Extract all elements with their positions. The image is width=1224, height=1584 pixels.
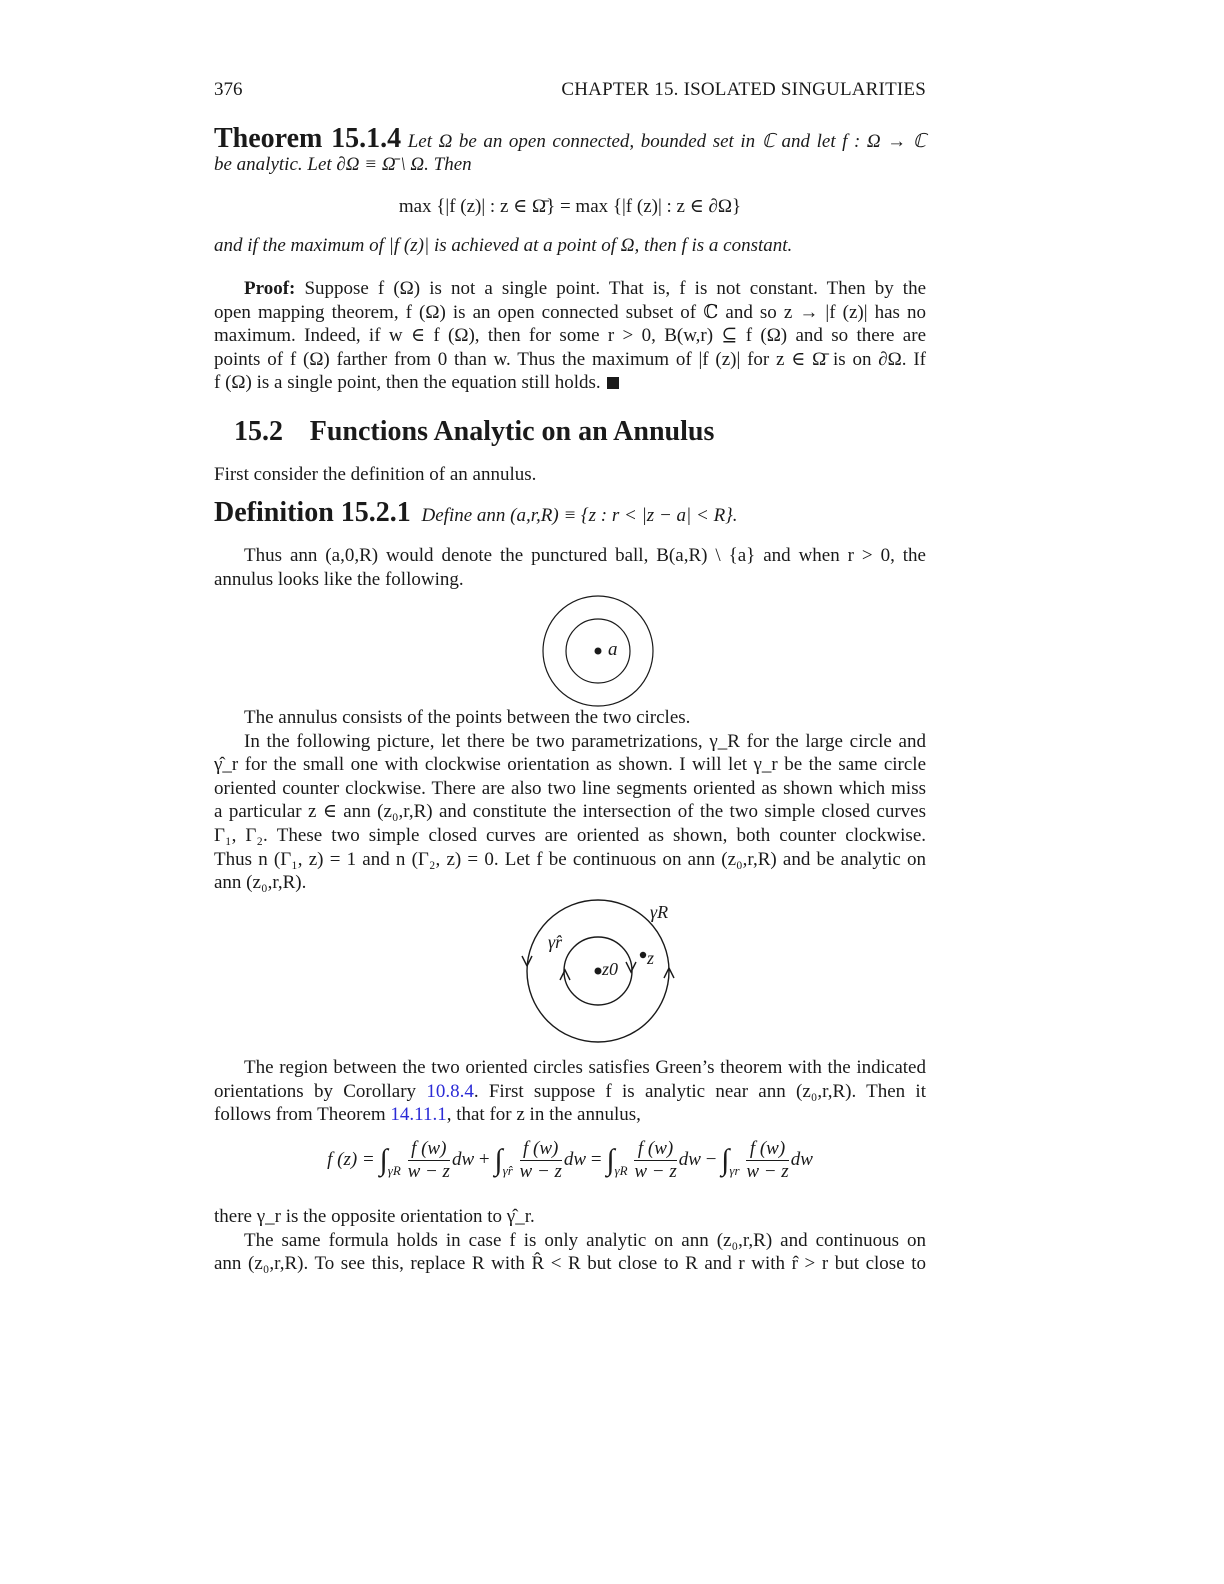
theorem-statement-line1: Let Ω be an open connected, bounded set in ℂ and let f : Ω → ℂ — [407, 131, 926, 152]
integral-sign-icon: ∫ — [606, 1143, 615, 1177]
proof-label: Proof: — [244, 278, 296, 299]
page-number: 376 — [214, 79, 243, 100]
para3-line2-a: orientations by Corollary — [214, 1080, 427, 1102]
integral-sign-icon: ∫ — [379, 1143, 388, 1177]
definition-block — [214, 498, 926, 531]
theorem-equation: max {|f (z)| : z ∈ Ω̄} = max {|f (z)| : z ∈ ∂Ω} — [398, 195, 742, 217]
para2-last-line: ann (z₀,r,R). — [214, 872, 307, 894]
paragraph-parametrizations — [214, 706, 926, 895]
para2-line6: Γ₁, Γ₂. These two simple closed curves are oriented as shown, both counter clockwise. — [214, 824, 926, 846]
para2-line3: γ̂_r for the small one with clockwise orientation as shown. I will let γ_r be the same circle — [214, 754, 926, 776]
para2-line5: a particular z ∈ ann (z₀,r,R) and constitute the intersection of the two simple closed curves — [214, 801, 926, 823]
corollary-link[interactable]: 10.8.4 — [426, 1080, 474, 1102]
section-intro: First consider the definition of an annulus. — [214, 464, 537, 485]
paragraph-annulus — [214, 544, 926, 591]
eq-lhs: f (z) = — [327, 1148, 375, 1170]
center-point-z0 — [595, 968, 602, 975]
label-z: z — [647, 948, 655, 968]
eq-sub-3: γR — [614, 1162, 628, 1178]
proof-line-1: Suppose f (Ω) is not a single point. That is, f is not constant. Then by the — [304, 278, 927, 299]
definition-text: Define ann (a,r,R) ≡ {z : r < |z − a| < R}. — [421, 505, 738, 526]
para4-line3: ann (z₀,r,R). To see this, replace R with R̂ < R but close to R and r with r̂ > r but close to — [214, 1253, 926, 1275]
theorem-statement-line3: and if the maximum of |f (z)| is achieved at a point of Ω, then f is a constant. — [214, 235, 793, 257]
para2-line1: The annulus consists of the points between the two circles. — [244, 707, 691, 728]
para3-line3-a: follows from Theorem — [214, 1104, 391, 1126]
annulus-figure — [540, 594, 656, 710]
paragraph-greens-theorem — [214, 1056, 926, 1127]
para2-line2: In the following picture, let there be two parametrizations, γ_R for the large circle and — [244, 730, 926, 752]
center-point — [595, 648, 602, 655]
eq-frac-4: $\frac{f (w)}{w - z}$ — [746, 1138, 789, 1182]
point-label-a: a — [608, 639, 618, 660]
eq-sub-2: γ̂r — [502, 1162, 513, 1178]
eq-sub-1: γR — [387, 1162, 401, 1178]
para3-line1: The region between the two oriented circles satisfies Green’s theorem with the indicated — [244, 1057, 926, 1078]
proof-line-3: maximum. Indeed, if w ∈ f (Ω), then for some r > 0, B(w,r) ⊆ f (Ω) and so there are — [214, 325, 926, 347]
theorem-block — [214, 124, 926, 258]
proof-line-4: points of f (Ω) farther from 0 than w. Thus the maximum of |f (z)| for z ∈ Ω̄ is on ∂Ω. If — [214, 348, 926, 370]
para4-line1: there γ_r is the opposite orientation to γ̂_r. — [214, 1206, 535, 1227]
theorem-link[interactable]: 14.11.1 — [390, 1104, 447, 1126]
label-gamma-R: γR — [650, 902, 669, 922]
section-heading — [234, 416, 946, 447]
eq-frac-1: $\frac{f (w)}{w - z}$ — [407, 1138, 450, 1182]
outer-left-arrow-icon — [522, 956, 532, 966]
integral-sign-icon: ∫ — [494, 1143, 503, 1177]
para1-line2: annulus looks like the following. — [214, 568, 464, 590]
eq-sub-4: γr — [729, 1162, 740, 1178]
qed-square-icon — [607, 377, 619, 389]
integral-equation: f $(z) = \int_{\gamma R}$ $\frac{f (w)}{w - z}$ dw + $\int_{\gammâr}$ $\frac{f (w)}{w - z}$ dw = $\int_{\gamma R}$ $\frac{f (w)}{w - z}$ dw − $\int_{\gamma r}$ $\frac{f (w)}{w - z}$ dw — [327, 1138, 813, 1182]
theorem-statement-line2: be analytic. Let ∂Ω ≡ Ω̄ \ Ω. Then — [214, 154, 472, 175]
para2-line4: oriented counter clockwise. There are also two line segments oriented as shown which miss — [214, 777, 926, 799]
proof-line-2: open mapping theorem, f (Ω) is an open connected subset of ℂ and so z → |f (z)| has no — [214, 301, 926, 323]
definition-label: Definition 15.2.1 — [214, 497, 411, 528]
integral-sign-icon: ∫ — [721, 1143, 730, 1177]
oriented-annulus-figure — [514, 894, 694, 1044]
chapter-title: CHAPTER 15. ISOLATED SINGULARITIES — [561, 79, 926, 100]
para4-line2: The same formula holds in case f is only analytic on ann (z₀,r,R) and continuous on — [244, 1229, 926, 1251]
para1-line1: Thus ann (a,0,R) would denote the punctured ball, B(a,R) \ {a} and when r > 0, the — [244, 545, 926, 566]
eq-frac-3: $\frac{f (w)}{w - z}$ — [634, 1138, 677, 1182]
para3-line3-b: , that for z in the annulus, — [446, 1104, 641, 1126]
label-z0: z0 — [602, 959, 619, 979]
running-header — [214, 78, 926, 102]
section-title: Functions Analytic on an Annulus — [309, 416, 715, 447]
theorem-label: Theorem 15.1.4 — [214, 123, 402, 154]
label-gamma-hat-r: γ̂r — [548, 932, 563, 952]
para3-line2-b: . First suppose f is analytic near ann (z₀,r,R). Then it — [473, 1080, 926, 1102]
point-z — [640, 952, 646, 958]
proof-block — [214, 277, 926, 395]
eq-frac-2: $\frac{f (w)}{w - z}$ — [519, 1138, 562, 1182]
paragraph-closing — [214, 1205, 926, 1276]
para2-line7: Thus n (Γ₁, z) = 1 and n (Γ₂, z) = 0. Let f be continuous on ann (z₀,r,R) and be analytic on — [214, 848, 926, 870]
proof-last-line: f (Ω) is a single point, then the equation still holds. — [214, 372, 601, 394]
section-number: 15.2 — [234, 416, 283, 447]
